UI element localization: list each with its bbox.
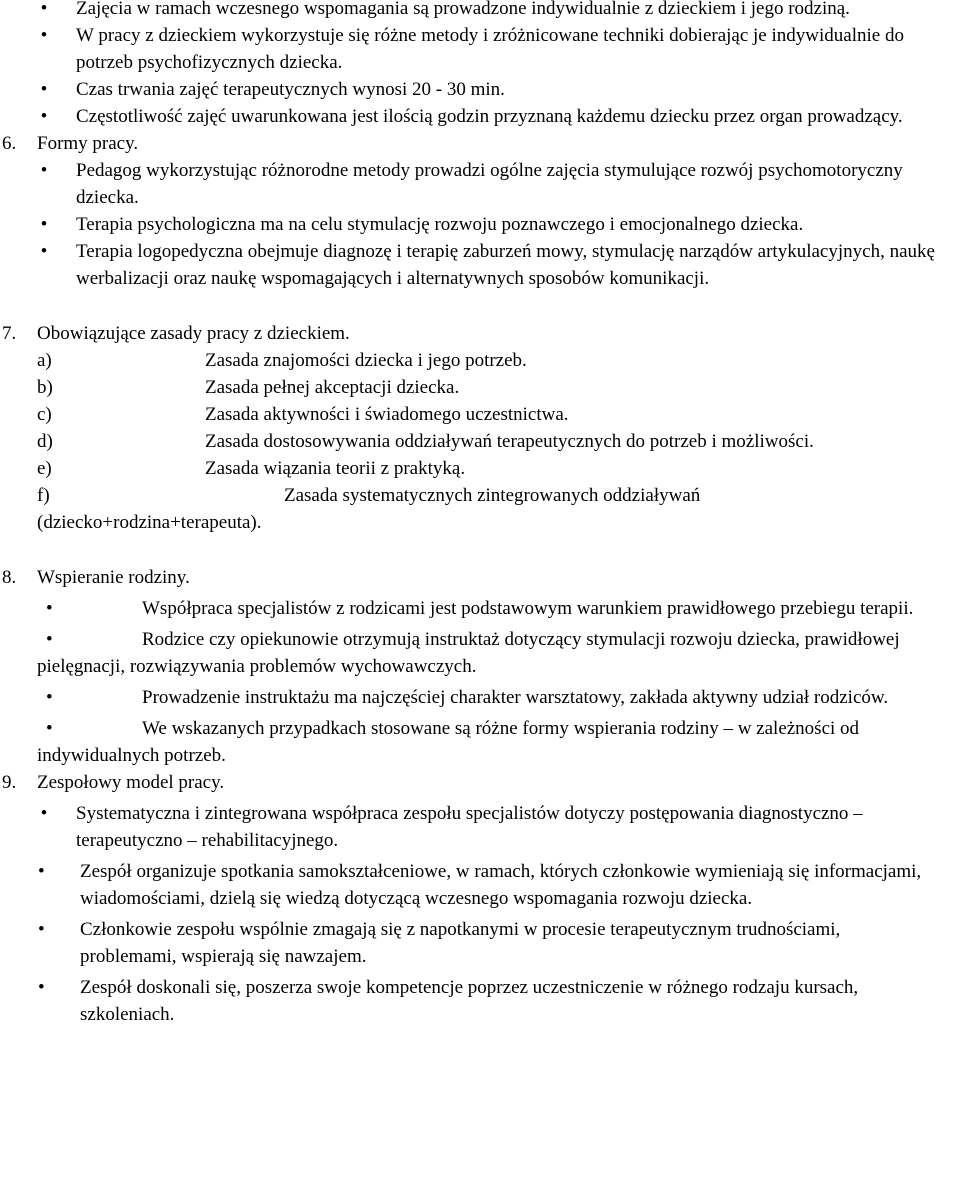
list-item-text: Zajęcia w ramach wczesnego wspomagania są prowadzone indywidualnie z dzieckiem i jego rodziną. [76, 0, 850, 19]
list-item [0, 595, 960, 622]
bullet-icon: • [40, 25, 48, 46]
section-title: Obowiązujące zasady pracy z dzieckiem. [37, 323, 350, 344]
principle-text: Zasada aktywności i świadomego uczestnictwa. [205, 404, 569, 425]
principle-item [0, 428, 960, 455]
list-item-text: Członkowie zespołu wspólnie zmagają się z napotkanymi w procesie terapeutycznym trudnościami, problemami, wspierają się nawzajem. [80, 919, 841, 967]
list-item-text: Pedagog wykorzystując różnorodne metody prowadzi ogólne zajęcia stymulujące rozwój psychomotoryczny dziecka. [76, 160, 903, 208]
bullet-icon: • [40, 79, 48, 100]
bullet-icon: • [40, 160, 48, 181]
list-item [0, 684, 960, 711]
section-heading [0, 769, 960, 796]
principle-letter: d) [37, 431, 53, 452]
bullet-icon: • [40, 214, 48, 235]
principle-text: Zasada systematycznych zintegrowanych oddziaływań [284, 485, 701, 506]
list-item-text: Terapia psychologiczna ma na celu stymulację rozwoju poznawczego i emocjonalnego dziecka. [76, 214, 804, 235]
principle-letter: e) [37, 458, 52, 479]
principle-item [0, 482, 960, 509]
principle-item [0, 374, 960, 401]
bullet-icon: • [46, 598, 53, 619]
principle-continuation: (dziecko+rodzina+terapeuta). [37, 512, 262, 533]
list-item-text: Prowadzenie instruktażu ma najczęściej charakter warsztatowy, zakłada aktywny udział rodziców. [142, 687, 889, 708]
bullet-icon: • [46, 718, 53, 739]
bullet-icon: • [40, 106, 48, 127]
section-title: Formy pracy. [37, 133, 139, 154]
principle-item [0, 455, 960, 482]
list-item [0, 858, 960, 912]
bullet-icon: • [38, 919, 45, 940]
bullet-icon: • [40, 0, 48, 19]
list-item [0, 0, 960, 22]
principle-text: Zasada wiązania teorii z praktyką. [205, 458, 466, 479]
list-item-text: We wskazanych przypadkach stosowane są różne formy wspierania rodziny – w zależności od indywidualnych potrzeb. [37, 718, 860, 766]
list-item-text: Zespół doskonali się, poszerza swoje kompetencje poprzez uczestniczenie w różnego rodzaju kursach, szkoleniach. [80, 977, 859, 1025]
section-heading [0, 564, 960, 591]
bullet-icon: • [38, 977, 45, 998]
list-item [0, 211, 960, 238]
principle-text: Zasada znajomości dziecka i jego potrzeb. [205, 350, 527, 371]
principle-letter: f) [37, 485, 50, 506]
principle-text: Zasada dostosowywania oddziaływań terapeutycznych do potrzeb i możliwości. [205, 431, 814, 452]
list-item [0, 715, 960, 769]
section-title: Zespołowy model pracy. [37, 772, 225, 793]
principle-item [0, 347, 960, 374]
section-number: 6. [2, 133, 17, 154]
list-item-text: W pracy z dzieckiem wykorzystuje się różne metody i zróżnicowane techniki dobierając je indywidualnie do potrzeb psychofizycznych dziecka. [76, 25, 904, 73]
list-item [0, 238, 960, 292]
list-item-text: Terapia logopedyczna obejmuje diagnozę i terapię zaburzeń mowy, stymulację narządów artykulacyjnych, naukę werbalizacji oraz naukę wspomagających i alternatywnych sposobów komunikacji. [76, 241, 935, 289]
principle-letter: b) [37, 377, 53, 398]
section-number: 8. [2, 567, 17, 588]
bullet-icon: • [38, 861, 45, 882]
principle-letter: c) [37, 404, 52, 425]
bullet-icon: • [40, 803, 48, 824]
section-number: 7. [2, 323, 17, 344]
section-title: Wspieranie rodziny. [37, 567, 190, 588]
section-heading [0, 130, 960, 157]
principle-text: Zasada pełnej akceptacji dziecka. [205, 377, 460, 398]
bullet-icon: • [46, 629, 53, 650]
list-item-text: Zespół organizuje spotkania samokształceniowe, w ramach, których członkowie wymieniają się informacjami, wiadomościami, dzielą się wiedzą dotyczącą wczesnego wspomagania rozwoju dziecka. [80, 861, 922, 909]
section-number: 9. [2, 772, 17, 793]
list-item [0, 800, 960, 854]
principle-item [0, 401, 960, 428]
list-item [0, 626, 960, 680]
list-item-text: Rodzice czy opiekunowie otrzymują instruktaż dotyczący stymulacji rozwoju dziecka, prawidłowej pielęgnacji, rozwiązywania problemów wychowawczych. [37, 629, 900, 677]
principle-letter: a) [37, 350, 52, 371]
list-item-text: Czas trwania zajęć terapeutycznych wynosi 20 - 30 min. [76, 79, 505, 100]
list-item-text: Współpraca specjalistów z rodzicami jest podstawowym warunkiem prawidłowego przebiegu terapii. [142, 598, 914, 619]
list-item-text: Systematyczna i zintegrowana współpraca zespołu specjalistów dotyczy postępowania diagnostyczno – terapeutyczno – rehabilitacyjnego. [76, 803, 863, 851]
list-item [0, 157, 960, 211]
list-item [0, 22, 960, 76]
list-item [0, 974, 960, 1028]
bullet-icon: • [40, 241, 48, 262]
section-heading [0, 320, 960, 347]
list-item [0, 916, 960, 970]
list-item [0, 103, 960, 130]
list-item [0, 76, 960, 103]
bullet-icon: • [46, 687, 53, 708]
list-item-text: Częstotliwość zajęć uwarunkowana jest ilością godzin przyznaną każdemu dziecku przez organ prowadzący. [76, 106, 903, 127]
